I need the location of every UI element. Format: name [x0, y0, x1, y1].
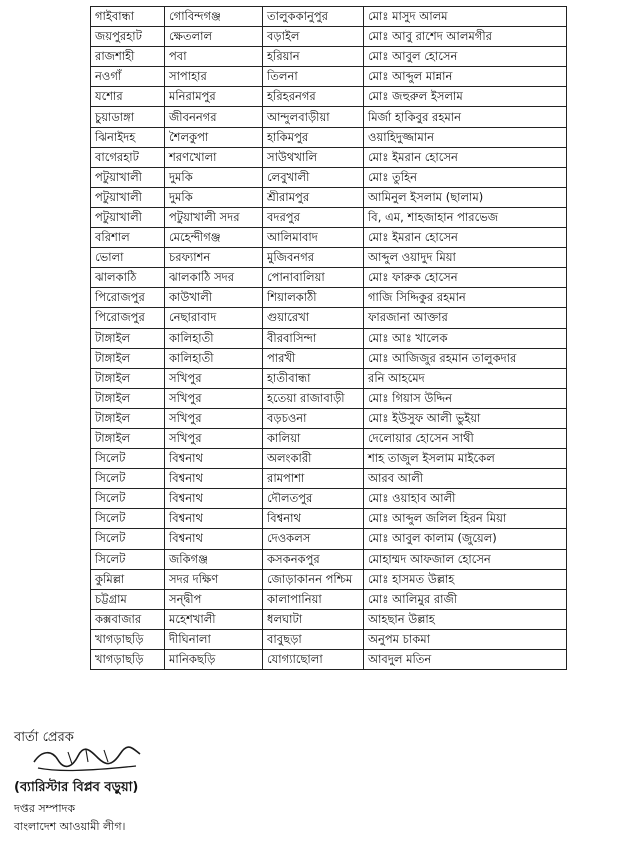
cell-name: শাহ তাজুল ইসলাম মাইকেল: [364, 449, 567, 469]
cell-union: ধলঘাটা: [263, 609, 364, 629]
cell-upazila: বিশ্বনাথ: [165, 469, 263, 489]
cell-district: টাঙ্গাইল: [91, 348, 165, 368]
cell-union: বীরবাসিন্দা: [263, 328, 364, 348]
cell-district: চট্টগ্রাম: [91, 589, 165, 609]
cell-name: আব্দুল ওয়াদুদ মিয়া: [364, 248, 567, 268]
cell-district: ঝালকাঠি: [91, 268, 165, 288]
table-row: [91, 27, 567, 47]
cell-district: সিলেট: [91, 449, 165, 469]
table-row: [91, 529, 567, 549]
cell-upazila: নেছারাবাদ: [165, 308, 263, 328]
cell-upazila: শরণখোলা: [165, 147, 263, 167]
table-row: [91, 408, 567, 428]
cell-union: হাকিমপুর: [263, 127, 364, 147]
table-row: [91, 449, 567, 469]
cell-name: মোঃ ওয়াহাব আলী: [364, 489, 567, 509]
cell-district: সিলেট: [91, 509, 165, 529]
cell-name: মোঃ মাসুদ আলম: [364, 7, 567, 27]
cell-name: গাজি সিদ্দিকুর রহমান: [364, 288, 567, 308]
cell-upazila: বিশ্বনাথ: [165, 529, 263, 549]
cell-name: ওয়াহিদুজ্জামান: [364, 127, 567, 147]
cell-name: আমিনুল ইসলাম (ছালাম): [364, 187, 567, 207]
sender-organization: বাংলাদেশ আওয়ামী লীগ।: [14, 820, 126, 833]
table-row: [91, 228, 567, 248]
cell-union: সাউথখালি: [263, 147, 364, 167]
sender-name: (ব্যারিস্টার বিপ্লব বড়ুয়া): [14, 780, 139, 795]
cell-upazila: মেহেন্দীগঞ্জ: [165, 228, 263, 248]
cell-union: পোনাবালিয়া: [263, 268, 364, 288]
cell-upazila: দুমকি: [165, 187, 263, 207]
cell-upazila: কালিহাতী: [165, 348, 263, 368]
table-row: [91, 348, 567, 368]
cell-upazila: সখিপুর: [165, 408, 263, 428]
cell-district: বরিশাল: [91, 228, 165, 248]
cell-union: বড়াইল: [263, 27, 364, 47]
table-row: [91, 87, 567, 107]
candidate-table: [90, 6, 567, 670]
cell-upazila: বিশ্বনাথ: [165, 509, 263, 529]
cell-district: পটুয়াখালী: [91, 167, 165, 187]
table-row: [91, 67, 567, 87]
cell-district: কক্সবাজার: [91, 609, 165, 629]
cell-union: পারখী: [263, 348, 364, 368]
table-row: [91, 509, 567, 529]
table-row: [91, 207, 567, 227]
cell-district: জয়পুরহাট: [91, 27, 165, 47]
cell-upazila: শৈলকুপা: [165, 127, 263, 147]
cell-upazila: কালিহাতী: [165, 328, 263, 348]
cell-name: ফারজানা আক্তার: [364, 308, 567, 328]
cell-upazila: চরফ্যাশন: [165, 248, 263, 268]
cell-district: টাঙ্গাইল: [91, 408, 165, 428]
cell-name: মোঃ আবুল হোসেন: [364, 47, 567, 67]
cell-name: মোহাম্মদ আফজাল হোসেন: [364, 549, 567, 569]
cell-name: মোঃ আজিজুর রহমান তালুকদার: [364, 348, 567, 368]
cell-union: কসকনকপুর: [263, 549, 364, 569]
cell-name: আহছান উল্লাহ: [364, 609, 567, 629]
cell-union: বাবুছড়া: [263, 629, 364, 649]
table-row: [91, 308, 567, 328]
cell-union: তিলনা: [263, 67, 364, 87]
cell-upazila: ঝালকাঠি সদর: [165, 268, 263, 288]
cell-upazila: কাউখালী: [165, 288, 263, 308]
cell-district: টাঙ্গাইল: [91, 368, 165, 388]
cell-district: পিরোজপুর: [91, 288, 165, 308]
table-row: [91, 469, 567, 489]
cell-upazila: সাপাহার: [165, 67, 263, 87]
cell-name: মির্জা হাকিবুর রহমান: [364, 107, 567, 127]
sender-title: দপ্তর সম্পাদক: [14, 802, 76, 815]
cell-union: আলিমাবাদ: [263, 228, 364, 248]
cell-district: পিরোজপুর: [91, 308, 165, 328]
cell-union: তালুককানুপুর: [263, 7, 364, 27]
table-row: [91, 609, 567, 629]
cell-union: গুয়ারেখা: [263, 308, 364, 328]
cell-union: রামপাশা: [263, 469, 364, 489]
cell-union: কালিয়া: [263, 428, 364, 448]
cell-district: সিলেট: [91, 489, 165, 509]
cell-name: মোঃ তুহিন: [364, 167, 567, 187]
table-row: [91, 589, 567, 609]
cell-upazila: সখিপুর: [165, 368, 263, 388]
cell-union: লেবুখালী: [263, 167, 364, 187]
table-row: [91, 328, 567, 348]
cell-union: কালাপানিয়া: [263, 589, 364, 609]
cell-district: যশোর: [91, 87, 165, 107]
cell-district: চুয়াডাঙ্গা: [91, 107, 165, 127]
cell-name: মোঃ ইউসুফ আলী ভুইয়া: [364, 408, 567, 428]
cell-union: যোগ্যাছোলা: [263, 650, 364, 670]
cell-upazila: সখিপুর: [165, 428, 263, 448]
table-row: [91, 107, 567, 127]
cell-district: খাগড়াছড়ি: [91, 629, 165, 649]
cell-district: গাইবান্ধা: [91, 7, 165, 27]
cell-district: পটুয়াখালী: [91, 207, 165, 227]
cell-district: পটুয়াখালী: [91, 187, 165, 207]
cell-district: রাজশাহী: [91, 47, 165, 67]
table-row: [91, 248, 567, 268]
cell-name: মোঃ আঃ খালেক: [364, 328, 567, 348]
cell-name: দেলোয়ার হোসেন সাথী: [364, 428, 567, 448]
table-row: [91, 47, 567, 67]
cell-district: সিলেট: [91, 549, 165, 569]
cell-district: সিলেট: [91, 469, 165, 489]
table-row: [91, 549, 567, 569]
cell-union: বদরপুর: [263, 207, 364, 227]
cell-upazila: সন্দ্বীপ: [165, 589, 263, 609]
cell-district: সিলেট: [91, 529, 165, 549]
table-row: [91, 629, 567, 649]
table-row: [91, 569, 567, 589]
cell-union: হতেয়া রাজাবাড়ী: [263, 388, 364, 408]
cell-upazila: পবা: [165, 47, 263, 67]
table-row: [91, 368, 567, 388]
table-row: [91, 147, 567, 167]
cell-upazila: সদর দক্ষিণ: [165, 569, 263, 589]
cell-union: আন্দুলবাড়ীয়া: [263, 107, 364, 127]
cell-upazila: সখিপুর: [165, 388, 263, 408]
cell-union: হাতীবান্ধা: [263, 368, 364, 388]
cell-upazila: মহেশখালী: [165, 609, 263, 629]
sender-label: বার্তা প্রেরক: [14, 730, 74, 745]
cell-name: মোঃ ইমরান হোসেন: [364, 147, 567, 167]
cell-district: টাঙ্গাইল: [91, 328, 165, 348]
table-row: [91, 127, 567, 147]
table-row: [91, 650, 567, 670]
cell-upazila: জকিগঞ্জ: [165, 549, 263, 569]
table-row: [91, 268, 567, 288]
cell-upazila: দীঘিনালা: [165, 629, 263, 649]
cell-union: বড়চওনা: [263, 408, 364, 428]
table-row: [91, 187, 567, 207]
cell-upazila: মনিরামপুর: [165, 87, 263, 107]
table-row: [91, 428, 567, 448]
cell-name: মোঃ আবু রাশেদ আলমগীর: [364, 27, 567, 47]
cell-union: শিয়ালকাঠী: [263, 288, 364, 308]
cell-district: টাঙ্গাইল: [91, 388, 165, 408]
cell-upazila: জীবননগর: [165, 107, 263, 127]
cell-union: হরিয়ান: [263, 47, 364, 67]
table-row: [91, 288, 567, 308]
cell-district: টাঙ্গাইল: [91, 428, 165, 448]
cell-district: ঝিনাইদহ: [91, 127, 165, 147]
cell-union: বিশ্বনাথ: [263, 509, 364, 529]
cell-district: কুমিল্লা: [91, 569, 165, 589]
cell-name: মোঃ আবুল কালাম (জুয়েল): [364, 529, 567, 549]
cell-name: আবদুল মতিন: [364, 650, 567, 670]
table-row: [91, 388, 567, 408]
cell-upazila: ক্ষেতলাল: [165, 27, 263, 47]
cell-name: মোঃ জহুরুল ইসলাম: [364, 87, 567, 107]
cell-name: মোঃ গিয়াস উদ্দিন: [364, 388, 567, 408]
cell-union: মুজিবনগর: [263, 248, 364, 268]
cell-upazila: গোবিন্দগঞ্জ: [165, 7, 263, 27]
cell-union: দেওকলস: [263, 529, 364, 549]
cell-district: খাগড়াছড়ি: [91, 650, 165, 670]
cell-name: মোঃ আব্দুল জলিল হিরন মিয়া: [364, 509, 567, 529]
cell-union: হরিহরনগর: [263, 87, 364, 107]
cell-union: শ্রীরামপুর: [263, 187, 364, 207]
cell-district: নওগাঁ: [91, 67, 165, 87]
table-row: [91, 489, 567, 509]
table-body: [91, 7, 567, 670]
cell-name: রনি আহমেদ: [364, 368, 567, 388]
cell-union: অলংকারী: [263, 449, 364, 469]
cell-name: মোঃ আব্দুল মান্নান: [364, 67, 567, 87]
cell-upazila: দুমকি: [165, 167, 263, 187]
cell-district: বাগেরহাট: [91, 147, 165, 167]
cell-union: জোড়াকানন পশ্চিম: [263, 569, 364, 589]
table-row: [91, 7, 567, 27]
cell-name: মোঃ ফারুক হোসেন: [364, 268, 567, 288]
signature: [28, 744, 148, 778]
cell-union: দৌলতপুর: [263, 489, 364, 509]
cell-name: আরব আলী: [364, 469, 567, 489]
cell-upazila: বিশ্বনাথ: [165, 449, 263, 469]
cell-upazila: পটুয়াখালী সদর: [165, 207, 263, 227]
cell-name: মোঃ আলিমুর রাজী: [364, 589, 567, 609]
cell-name: অনুপম চাকমা: [364, 629, 567, 649]
table-row: [91, 167, 567, 187]
cell-name: মোঃ হাসমত উল্লাহ: [364, 569, 567, 589]
cell-name: মোঃ ইমরান হোসেন: [364, 228, 567, 248]
cell-name: বি, এম, শাহজাহান পারভেজ: [364, 207, 567, 227]
cell-district: ভোলা: [91, 248, 165, 268]
cell-upazila: মানিকছড়ি: [165, 650, 263, 670]
cell-upazila: বিশ্বনাথ: [165, 489, 263, 509]
